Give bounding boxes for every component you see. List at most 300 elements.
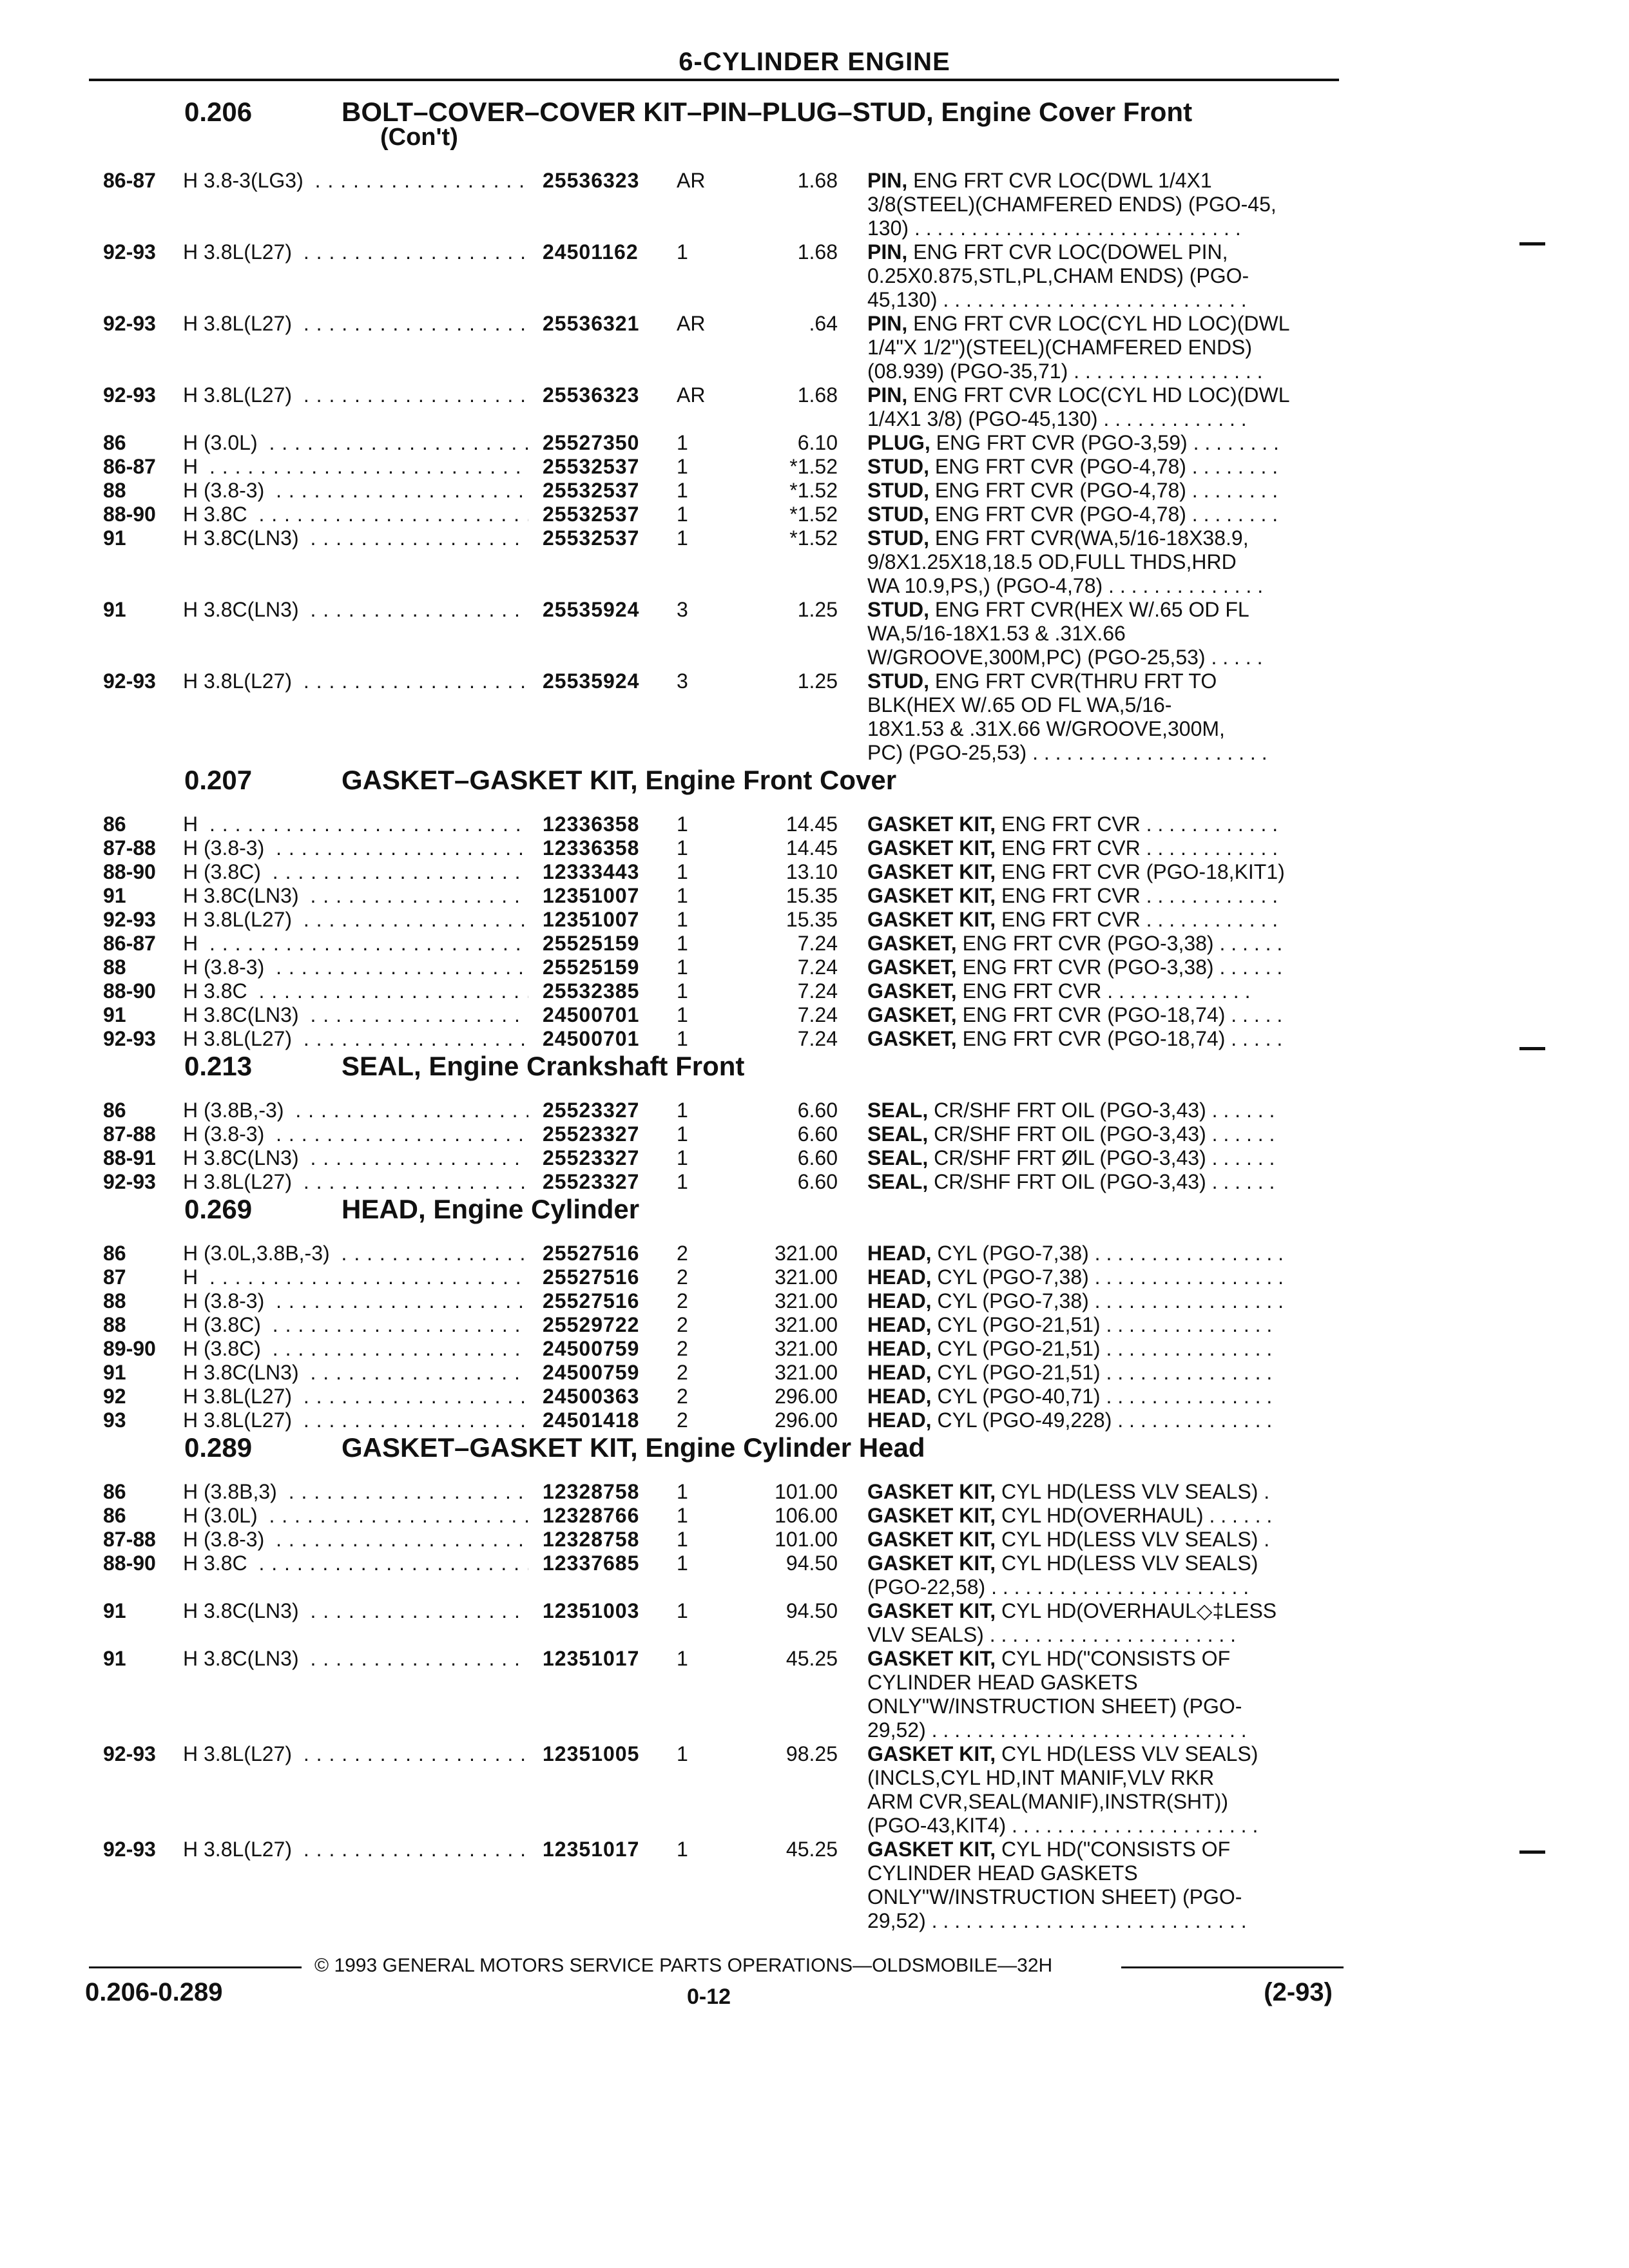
price: .64	[809, 312, 838, 335]
part-number: 24501162	[543, 240, 639, 264]
part-number: 25532537	[543, 503, 640, 526]
part-row	[0, 956, 1629, 979]
part-row	[0, 1742, 1629, 1838]
part-description	[867, 884, 1343, 908]
model-years: 86	[103, 1480, 126, 1503]
part-name: HEAD,	[867, 1385, 932, 1408]
part-row	[0, 1242, 1629, 1265]
part-description	[867, 598, 1343, 669]
quantity: 1	[677, 503, 688, 526]
part-number: 12337685	[543, 1552, 640, 1575]
part-row	[0, 1599, 1629, 1647]
footer-rule-right	[1121, 1966, 1344, 1968]
part-name: HEAD,	[867, 1242, 932, 1265]
part-number: 24500701	[543, 1027, 640, 1050]
quantity: AR	[677, 312, 706, 335]
model-code	[183, 1408, 528, 1432]
quantity: AR	[677, 169, 706, 192]
part-number: 25535924	[543, 669, 640, 693]
part-name: GASKET KIT,	[867, 1647, 996, 1670]
price: *1.52	[789, 455, 838, 478]
model-years: 88-90	[103, 503, 156, 526]
model-code-text: H	[183, 932, 203, 955]
quantity: 1	[677, 932, 688, 955]
model-code-text: H 3.8L(L27)	[183, 1027, 297, 1050]
price: 14.45	[786, 812, 838, 836]
price: 321.00	[775, 1289, 838, 1312]
model-years: 88	[103, 479, 126, 502]
model-years: 91	[103, 1647, 126, 1670]
part-detail: ENG FRT CVR (PGO-18,74) . . . . .	[962, 1003, 1283, 1026]
section-title: GASKET–GASKET KIT, Engine Front Cover	[342, 765, 897, 795]
part-description	[867, 979, 1343, 1003]
model-years: 92-93	[103, 669, 156, 693]
model-years: 91	[103, 884, 126, 907]
part-row	[0, 312, 1629, 383]
part-row	[0, 1003, 1629, 1027]
price: 321.00	[775, 1361, 838, 1384]
price: 94.50	[786, 1552, 838, 1575]
quantity: AR	[677, 383, 706, 407]
quantity: 1	[677, 431, 688, 454]
model-code	[183, 1504, 528, 1528]
part-row	[0, 431, 1629, 455]
model-years: 86	[103, 431, 126, 454]
price: 7.24	[797, 979, 838, 1003]
part-row	[0, 1504, 1629, 1528]
model-code	[183, 1122, 528, 1146]
part-detail: ENG FRT CVR LOC(DOWEL PIN, 0.25X0.875,STL,PL,CHAM ENDS) (PGO- 45,130) . . . . . . . . . . . . . . . . . . . . . . . . . . .	[867, 240, 1249, 311]
part-description	[867, 1528, 1343, 1552]
quantity: 1	[677, 1742, 688, 1765]
price: 1.68	[797, 169, 838, 192]
model-code-text: H	[183, 1265, 203, 1289]
price: 321.00	[775, 1242, 838, 1265]
part-detail: ENG FRT CVR(HEX W/.65 OD FL WA,5/16-18X1.53 & .31X.66 W/GROOVE,300M,PC) (PGO-25,53) . . . . .	[867, 598, 1263, 669]
price: 296.00	[775, 1385, 838, 1408]
part-detail: CYL (PGO-21,51) . . . . . . . . . . . . . . .	[937, 1361, 1273, 1384]
model-code	[183, 1289, 528, 1313]
part-name: STUD,	[867, 455, 929, 478]
price: 1.68	[797, 240, 838, 264]
model-code-text: H (3.8-3)	[183, 479, 269, 502]
part-number: 25529722	[543, 1313, 640, 1336]
model-years: 87	[103, 1265, 126, 1289]
part-row	[0, 836, 1629, 860]
part-name: STUD,	[867, 503, 929, 526]
part-name: GASKET KIT,	[867, 812, 996, 836]
part-row	[0, 1408, 1629, 1432]
model-code-text: H 3.8C	[183, 979, 253, 1003]
quantity: 1	[677, 908, 688, 931]
part-name: STUD,	[867, 479, 929, 502]
model-code-text: H (3.8B,-3)	[183, 1099, 289, 1122]
quantity: 1	[677, 1170, 688, 1193]
part-name: GASKET KIT,	[867, 1528, 996, 1551]
part-description	[867, 1385, 1343, 1408]
part-number: 25525159	[543, 956, 640, 979]
part-detail: ENG FRT CVR (PGO-4,78) . . . . . . . .	[934, 503, 1278, 526]
model-years: 88	[103, 1289, 126, 1312]
model-code	[183, 1099, 528, 1122]
part-number: 25525159	[543, 932, 640, 955]
part-detail: CYL HD(OVERHAUL◇‡LESS VLV SEALS) . . . . . . . . . . . . . . . . . . . . . .	[867, 1599, 1277, 1646]
part-detail: ENG FRT CVR LOC(CYL HD LOC)(DWL 1/4X1 3/8) (PGO-45,130) . . . . . . . . . . . . .	[867, 383, 1290, 430]
quantity: 1	[677, 479, 688, 502]
part-number: 12328766	[543, 1504, 640, 1527]
model-years: 91	[103, 598, 126, 621]
part-number: 25527516	[543, 1242, 640, 1265]
part-detail: ENG FRT CVR (PGO-3,38) . . . . . .	[962, 956, 1283, 979]
model-years: 92-93	[103, 1838, 156, 1861]
price: 101.00	[775, 1480, 838, 1503]
part-detail: ENG FRT CVR (PGO-4,78) . . . . . . . .	[934, 479, 1278, 502]
footer-rule-left	[89, 1966, 302, 1968]
part-description	[867, 455, 1343, 479]
model-years: 91	[103, 1599, 126, 1622]
quantity: 1	[677, 812, 688, 836]
part-name: SEAL,	[867, 1146, 929, 1169]
margin-mark	[1519, 242, 1545, 245]
quantity: 3	[677, 598, 688, 621]
part-name: STUD,	[867, 526, 929, 550]
part-number: 12328758	[543, 1480, 640, 1503]
part-description	[867, 1027, 1343, 1051]
part-detail: ENG FRT CVR (PGO-3,38) . . . . . .	[962, 932, 1283, 955]
part-row	[0, 598, 1629, 669]
part-name: HEAD,	[867, 1361, 932, 1384]
margin-mark	[1519, 1047, 1545, 1050]
part-name: SEAL,	[867, 1099, 929, 1122]
part-description	[867, 812, 1343, 836]
part-row	[0, 1313, 1629, 1337]
part-number: 25523327	[543, 1099, 640, 1122]
model-years: 86-87	[103, 932, 156, 955]
price: 6.60	[797, 1170, 838, 1193]
part-name: PIN,	[867, 383, 908, 407]
price: 45.25	[786, 1838, 838, 1861]
part-number: 24501418	[543, 1408, 640, 1432]
model-code-text: H (3.0L)	[183, 1504, 263, 1527]
model-years: 86-87	[103, 169, 156, 192]
part-name: PIN,	[867, 312, 908, 335]
section-header	[0, 1194, 1629, 1242]
section-header	[0, 1051, 1629, 1099]
part-number: 25523327	[543, 1122, 640, 1146]
model-years: 92-93	[103, 1027, 156, 1050]
part-description	[867, 1361, 1343, 1385]
model-code-text: H 3.8L(L27)	[183, 669, 297, 693]
model-code	[183, 1838, 528, 1861]
part-detail: ENG FRT CVR(THRU FRT TO BLK(HEX W/.65 OD FL WA,5/16- 18X1.53 & .31X.66 W/GROOVE,300M, PC) (PGO-25,53) . . . . . . . . . . . . . . . . . . . . .	[867, 669, 1268, 764]
quantity: 2	[677, 1289, 688, 1312]
quantity: 1	[677, 1146, 688, 1169]
part-description	[867, 503, 1343, 526]
model-code	[183, 455, 528, 479]
model-code	[183, 479, 528, 503]
price: 101.00	[775, 1528, 838, 1551]
part-name: HEAD,	[867, 1408, 932, 1432]
part-detail: CYL (PGO-40,71) . . . . . . . . . . . . . . .	[937, 1385, 1273, 1408]
price: 6.10	[797, 431, 838, 454]
part-name: PLUG,	[867, 431, 930, 454]
price: 45.25	[786, 1647, 838, 1670]
part-description	[867, 836, 1343, 860]
model-years: 88-91	[103, 1146, 156, 1169]
model-years: 93	[103, 1408, 126, 1432]
section-title: BOLT–COVER–COVER KIT–PIN–PLUG–STUD, Engine Cover Front	[342, 97, 1193, 127]
section-title: GASKET–GASKET KIT, Engine Cylinder Head	[342, 1432, 925, 1463]
model-code	[183, 1313, 528, 1337]
model-code	[183, 979, 528, 1003]
model-code-text: H 3.8C(LN3)	[183, 1647, 304, 1670]
part-name: GASKET KIT,	[867, 884, 996, 907]
model-code	[183, 669, 528, 693]
part-number: 24500363	[543, 1385, 640, 1408]
model-code	[183, 1242, 528, 1265]
part-description	[867, 1003, 1343, 1027]
model-code	[183, 1361, 528, 1385]
part-detail: CYL HD(LESS VLV SEALS) (INCLS,CYL HD,INT MANIF,VLV RKR ARM CVR,SEAL(MANIF),INSTR(SHT)) (PGO-43,KIT4) . . . . . . . . . . . . . . . . . . . . . .	[867, 1742, 1258, 1837]
quantity: 1	[677, 526, 688, 550]
part-description	[867, 1599, 1343, 1647]
part-description	[867, 1146, 1343, 1170]
model-code-text: H (3.8-3)	[183, 836, 269, 860]
quantity: 1	[677, 836, 688, 860]
model-code	[183, 1003, 528, 1027]
part-description	[867, 383, 1343, 431]
model-code-text: H (3.8-3)	[183, 1122, 269, 1146]
section-number: 0.289	[184, 1432, 253, 1463]
price: 98.25	[786, 1742, 838, 1765]
price: 13.10	[786, 860, 838, 883]
section-number: 0.207	[184, 765, 253, 795]
part-name: GASKET,	[867, 979, 957, 1003]
model-code-text: H (3.8C)	[183, 860, 266, 883]
part-row	[0, 1552, 1629, 1599]
model-code-text: H 3.8C(LN3)	[183, 1599, 304, 1622]
part-number: 24500701	[543, 1003, 640, 1026]
model-code-text: H	[183, 812, 203, 836]
part-name: GASKET KIT,	[867, 1599, 996, 1622]
part-description	[867, 669, 1343, 765]
part-row	[0, 1170, 1629, 1194]
part-name: GASKET KIT,	[867, 860, 996, 883]
model-code-text: H (3.8-3)	[183, 1289, 269, 1312]
model-code-text: H (3.0L,3.8B,-3)	[183, 1242, 335, 1265]
part-detail: CYL HD(LESS VLV SEALS) .	[1001, 1480, 1270, 1503]
part-detail: ENG FRT CVR (PGO-18,74) . . . . .	[962, 1027, 1283, 1050]
model-code	[183, 1027, 528, 1051]
part-detail: ENG FRT CVR . . . . . . . . . . . .	[1001, 908, 1278, 931]
price: *1.52	[789, 526, 838, 550]
model-code-text: H 3.8C(LN3)	[183, 1361, 304, 1384]
part-name: HEAD,	[867, 1265, 932, 1289]
quantity: 1	[677, 1480, 688, 1503]
part-name: STUD,	[867, 598, 929, 621]
model-code	[183, 956, 528, 979]
price: 15.35	[786, 884, 838, 907]
part-detail: CYL (PGO-7,38) . . . . . . . . . . . . . . . . .	[937, 1242, 1284, 1265]
model-code	[183, 312, 528, 336]
part-description	[867, 1337, 1343, 1361]
part-number: 12328758	[543, 1528, 640, 1551]
quantity: 1	[677, 1647, 688, 1670]
part-row	[0, 1027, 1629, 1051]
part-name: GASKET KIT,	[867, 1480, 996, 1503]
part-detail: CYL (PGO-49,228) . . . . . . . . . . . . . .	[937, 1408, 1273, 1432]
part-description	[867, 1099, 1343, 1122]
model-code	[183, 1170, 528, 1194]
header-rule	[89, 79, 1339, 81]
model-code	[183, 598, 528, 622]
part-row	[0, 240, 1629, 312]
part-row	[0, 1099, 1629, 1122]
price: 7.24	[797, 1027, 838, 1050]
section-number: 0.206	[184, 97, 253, 127]
part-description	[867, 479, 1343, 503]
part-number: 25532385	[543, 979, 640, 1003]
price: 296.00	[775, 1408, 838, 1432]
part-row	[0, 979, 1629, 1003]
part-detail: ENG FRT CVR (PGO-18,KIT1)	[1001, 860, 1285, 883]
part-name: GASKET KIT,	[867, 836, 996, 860]
model-code	[183, 1337, 528, 1361]
part-description	[867, 1742, 1343, 1838]
footer-index-range: 0.206-0.289	[85, 1978, 223, 2006]
quantity: 1	[677, 1504, 688, 1527]
part-description	[867, 240, 1343, 312]
model-code	[183, 1742, 528, 1766]
quantity: 2	[677, 1361, 688, 1384]
part-number: 25523327	[543, 1146, 640, 1169]
part-description	[867, 1242, 1343, 1265]
part-row	[0, 932, 1629, 956]
part-name: PIN,	[867, 169, 908, 192]
quantity: 2	[677, 1337, 688, 1360]
part-name: SEAL,	[867, 1122, 929, 1146]
part-description	[867, 1122, 1343, 1146]
model-years: 88	[103, 1313, 126, 1336]
model-code-text: H 3.8L(L27)	[183, 1408, 297, 1432]
part-detail: CR/SHF FRT ØIL (PGO-3,43) . . . . . .	[934, 1146, 1275, 1169]
part-description	[867, 1265, 1343, 1289]
part-row	[0, 908, 1629, 932]
section-title: HEAD, Engine Cylinder	[342, 1194, 640, 1224]
model-code	[183, 1552, 528, 1575]
parts-listing	[0, 97, 1629, 1933]
part-name: STUD,	[867, 669, 929, 693]
model-code-text: H 3.8C(LN3)	[183, 598, 304, 621]
footer-page-number: 0-12	[686, 1984, 731, 2009]
part-description	[867, 1504, 1343, 1528]
part-detail: ENG FRT CVR . . . . . . . . . . . . .	[962, 979, 1251, 1003]
part-row	[0, 169, 1629, 240]
part-number: 12351017	[543, 1838, 640, 1861]
model-code-text: H 3.8L(L27)	[183, 383, 297, 407]
part-detail: CYL (PGO-7,38) . . . . . . . . . . . . . . . . .	[937, 1289, 1284, 1312]
model-years: 89-90	[103, 1337, 156, 1360]
model-code-text: H 3.8L(L27)	[183, 240, 297, 264]
quantity: 1	[677, 1003, 688, 1026]
part-row	[0, 1647, 1629, 1742]
part-name: GASKET KIT,	[867, 1504, 996, 1527]
model-code-text: H 3.8C	[183, 503, 253, 526]
quantity: 1	[677, 1599, 688, 1622]
model-code	[183, 1480, 528, 1504]
part-row	[0, 1122, 1629, 1146]
part-number: 25536321	[543, 312, 640, 335]
model-years: 91	[103, 1361, 126, 1384]
model-code-text: H 3.8-3(LG3)	[183, 169, 309, 192]
part-detail: CR/SHF FRT OIL (PGO-3,43) . . . . . .	[934, 1099, 1275, 1122]
model-years: 87-88	[103, 836, 156, 860]
model-code	[183, 1528, 528, 1552]
part-detail: CYL (PGO-21,51) . . . . . . . . . . . . . . .	[937, 1337, 1273, 1360]
part-description	[867, 1170, 1343, 1194]
part-row	[0, 1146, 1629, 1170]
part-detail: CYL HD("CONSISTS OF CYLINDER HEAD GASKETS ONLY"W/INSTRUCTION SHEET) (PGO- 29,52) . . . . . . . . . . . . . . . . . . . . . . . . . . . .	[867, 1838, 1247, 1932]
model-code	[183, 860, 528, 884]
part-detail: ENG FRT CVR LOC(DWL 1/4X1 3/8(STEEL)(CHAMFERED ENDS) (PGO-45, 130) . . . . . . . . . . . . . . . . . . . . . . . . . . . . .	[867, 169, 1277, 240]
part-name: GASKET KIT,	[867, 1742, 996, 1765]
part-number: 12336358	[543, 812, 640, 836]
model-code-text: H 3.8C	[183, 1552, 253, 1575]
model-years: 92	[103, 1385, 126, 1408]
part-number: 12351003	[543, 1599, 640, 1622]
part-detail: ENG FRT CVR . . . . . . . . . . . .	[1001, 836, 1278, 860]
part-name: GASKET KIT,	[867, 1838, 996, 1861]
part-name: GASKET KIT,	[867, 908, 996, 931]
part-row	[0, 479, 1629, 503]
model-code-text: H (3.8C)	[183, 1337, 266, 1360]
model-years: 92-93	[103, 240, 156, 264]
part-detail: CYL HD(OVERHAUL) . . . . . .	[1001, 1504, 1273, 1527]
price: *1.52	[789, 479, 838, 502]
part-number: 25532537	[543, 526, 640, 550]
part-number: 25532537	[543, 479, 640, 502]
page-title: 6-CYLINDER ENGINE	[679, 48, 950, 76]
part-number: 12351007	[543, 908, 640, 931]
model-code-text: H	[183, 455, 203, 478]
part-name: HEAD,	[867, 1313, 932, 1336]
model-years: 88-90	[103, 860, 156, 883]
part-row	[0, 860, 1629, 884]
part-name: GASKET,	[867, 1003, 957, 1026]
model-years: 92-93	[103, 1170, 156, 1193]
section-title: SEAL, Engine Crankshaft Front	[342, 1051, 745, 1081]
quantity: 1	[677, 1528, 688, 1551]
model-code-text: H (3.8C)	[183, 1313, 266, 1336]
price: 6.60	[797, 1146, 838, 1169]
quantity: 2	[677, 1385, 688, 1408]
footer-date: (2-93)	[1264, 1978, 1333, 2006]
part-description	[867, 169, 1343, 240]
quantity: 1	[677, 884, 688, 907]
price: 321.00	[775, 1313, 838, 1336]
model-code	[183, 503, 528, 526]
part-name: GASKET,	[867, 1027, 957, 1050]
model-code-text: H 3.8L(L27)	[183, 908, 297, 931]
price: 7.24	[797, 932, 838, 955]
part-description	[867, 1313, 1343, 1337]
quantity: 1	[677, 1122, 688, 1146]
model-years: 88	[103, 956, 126, 979]
model-code	[183, 884, 528, 908]
model-code-text: H 3.8C(LN3)	[183, 1003, 304, 1026]
model-years: 88-90	[103, 979, 156, 1003]
model-code	[183, 836, 528, 860]
